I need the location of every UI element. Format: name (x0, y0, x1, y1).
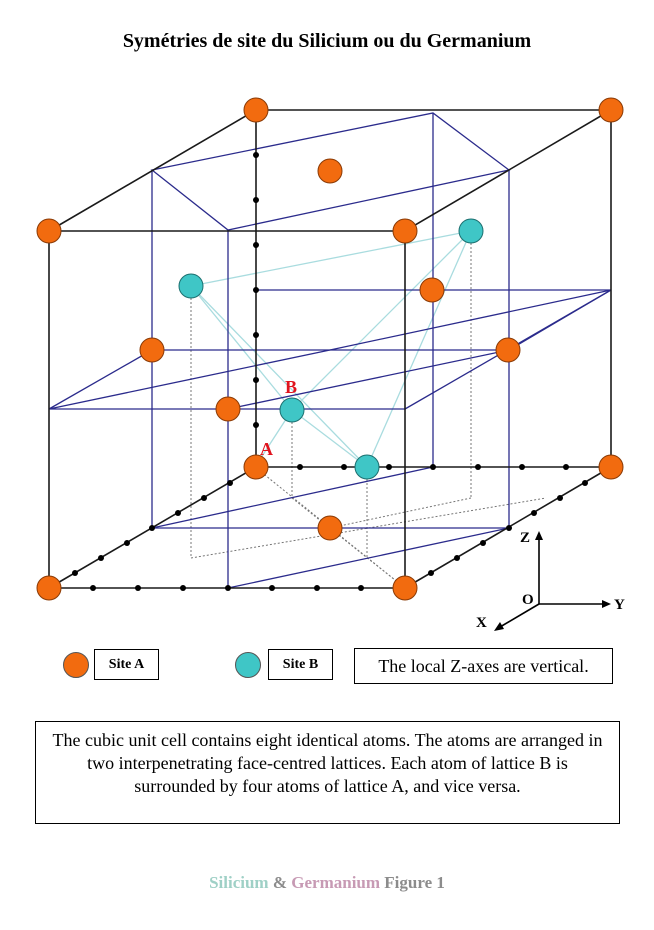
axis-dot (358, 585, 364, 591)
footer-silicium: Silicium (209, 873, 269, 892)
axis-dot (341, 464, 347, 470)
axis-dot (225, 585, 231, 591)
axis-dot (531, 510, 537, 516)
y-arrow-icon (602, 600, 611, 608)
footer-figure: Figure 1 (384, 873, 445, 892)
axis-dot (563, 464, 569, 470)
site-b-atom (459, 219, 483, 243)
axis-y-label: Y (614, 597, 625, 613)
site-a-atom (244, 98, 268, 122)
site-a-atom (140, 338, 164, 362)
site-b-label: Site B (282, 656, 319, 672)
axis-dot (72, 570, 78, 576)
site-a-atom (393, 576, 417, 600)
label-b: B (285, 377, 298, 397)
bond-line (292, 410, 367, 467)
axis-o-label: O (522, 592, 534, 608)
axis-dot (227, 480, 233, 486)
site-b-legend-box (268, 649, 333, 680)
axis-dot (253, 377, 259, 383)
bond-line (191, 286, 292, 410)
axis-dot (519, 464, 525, 470)
axis-dot (253, 332, 259, 338)
axis-dot (253, 422, 259, 428)
axis-dot (428, 570, 434, 576)
axis-dot (253, 242, 259, 248)
inner-edge (49, 350, 152, 409)
axis-dot (124, 540, 130, 546)
site-a-atom (37, 576, 61, 600)
site-a-legend-box (94, 649, 159, 680)
projection-line (330, 498, 471, 528)
axis-dot (297, 464, 303, 470)
axis-dot (430, 464, 436, 470)
site-a-atom (599, 455, 623, 479)
site-a-atom (393, 219, 417, 243)
z-arrow-icon (535, 531, 543, 540)
axis-dot (582, 480, 588, 486)
z-axis-note-box (354, 648, 613, 684)
axis-dot (253, 152, 259, 158)
axis-dot (98, 555, 104, 561)
axis-z-label: Z (520, 530, 531, 546)
site-a-atom (216, 397, 240, 421)
inner-edge (152, 467, 433, 528)
footer-ampersand: & (272, 873, 288, 892)
axis-dot (253, 287, 259, 293)
axis-dot (201, 495, 207, 501)
site-b-legend-dot (235, 652, 261, 678)
bond-line (292, 231, 471, 410)
bond-line (367, 231, 471, 467)
axis-dot (386, 464, 392, 470)
footer-germanium: Germanium (291, 873, 381, 892)
site-a-atom (420, 278, 444, 302)
site-a-atom (496, 338, 520, 362)
axis-x-label: X (476, 615, 487, 631)
axis-dot (480, 540, 486, 546)
bond-lines (191, 231, 471, 467)
figure-footer (0, 873, 654, 893)
site-a-legend-dot (63, 652, 89, 678)
axis-dot (314, 585, 320, 591)
axis-dot (180, 585, 186, 591)
axis-dot (475, 464, 481, 470)
axis-dot (269, 585, 275, 591)
inner-edge (228, 528, 509, 588)
coordinate-axes (494, 531, 611, 631)
site-b-atom (280, 398, 304, 422)
x-arrow-icon (494, 622, 504, 631)
z-axis-note: The local Z-axes are vertical. (378, 655, 589, 676)
site-a-atom (318, 159, 342, 183)
bond-line (191, 231, 471, 286)
label-a: A (260, 439, 273, 459)
page-title: Symétries de site du Silicium ou du Germanium (122, 30, 532, 52)
axis-dot (90, 585, 96, 591)
axis-dot (135, 585, 141, 591)
axis-dot (253, 197, 259, 203)
caption-box: The cubic unit cell contains eight identical atoms. The atoms are arranged in two interpenetrating face-centred lattices. Each atom of lattice B is surrounded by four atoms of lattice A, and vice versa. (35, 721, 620, 824)
site-b-atom (355, 455, 379, 479)
site-a-label: Site A (108, 656, 145, 672)
site-a-atom (599, 98, 623, 122)
axis-dot (557, 495, 563, 501)
site-a-atom (37, 219, 61, 243)
axis-dot (149, 525, 155, 531)
bond-line (191, 286, 367, 467)
site-b-atom (179, 274, 203, 298)
axis-dot (175, 510, 181, 516)
site-a-atoms (37, 98, 623, 600)
axis-dot (454, 555, 460, 561)
site-a-atom (318, 516, 342, 540)
axis-dot (506, 525, 512, 531)
